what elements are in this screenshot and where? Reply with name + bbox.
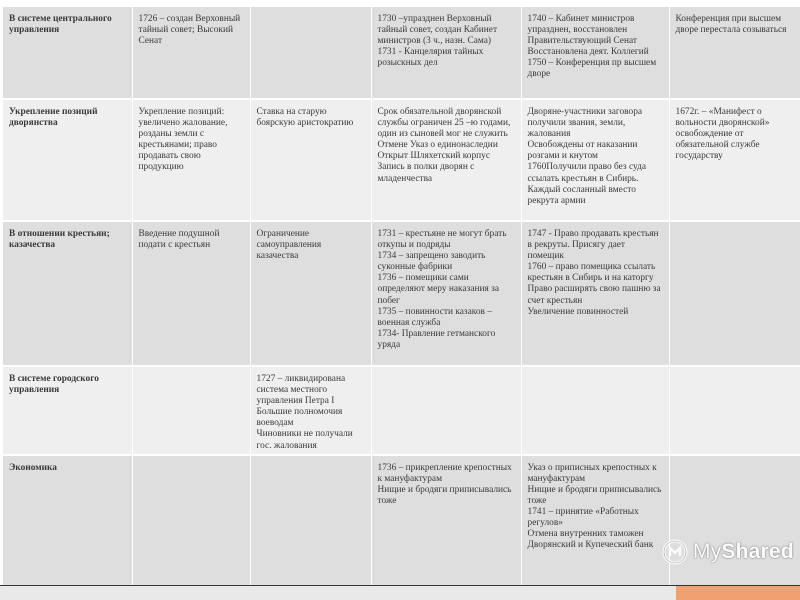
table-cell [371, 7, 521, 99]
table-row [3, 7, 800, 99]
cell-text: Ограничение самоуправления казачества [256, 229, 322, 262]
watermark [662, 537, 794, 567]
cell-text: Нищие и бродяги приписывались тоже [527, 484, 662, 506]
table-cell [132, 7, 250, 99]
row-heading: Укрепление позиций дворянства [3, 99, 132, 221]
cell-text: 1736 – помещики сами определяют меру наказания за побег [377, 273, 500, 306]
table-cell [521, 455, 669, 587]
table-cell [669, 99, 800, 221]
cell-text: Чиновники не получали гос. жалования [256, 429, 353, 451]
cell-text: 1741 – принятие «Работных регулов» [527, 507, 639, 529]
table-cell [669, 366, 800, 455]
cell-text: 1727 – ликвидирована система местного управления Петра I [256, 374, 346, 407]
table-row [3, 99, 800, 221]
row-heading: В отношении крестьян; казачества [3, 221, 132, 366]
cell-text: Запись в полки дворян с младенчества [377, 162, 475, 184]
cell-text: Отмена внутренних таможен [527, 529, 644, 540]
table-cell [132, 455, 250, 587]
table-row [3, 221, 800, 366]
cell-text: Увеличение повинностей [527, 306, 629, 317]
table-cell [521, 99, 669, 221]
cell-text: 1760 – право помещика ссылать крестьян в Сибирь и на каторгу [527, 262, 656, 284]
watermark-text: MyShared [693, 540, 794, 563]
table-cell [371, 221, 521, 366]
cell-text: Ставка на старую боярскую аристократию [256, 107, 354, 129]
cell-text: Нищие и бродяги приписывались тоже [377, 484, 512, 506]
table-cell [521, 7, 669, 99]
cell-text: 1736 – прикрепление крепостных к мануфактурам [377, 462, 512, 484]
cell-text: 1734- Правление гетманского уряда [377, 328, 496, 350]
table-cell [250, 99, 371, 221]
cell-text: 1750 – Конференция пр высшем дворе [527, 58, 657, 80]
table-cell [371, 99, 521, 221]
cell-text: Открыт Шляхетский корпус [377, 151, 491, 162]
cell-text: Большие полномочия воеводам [256, 407, 343, 429]
table-cell [371, 366, 521, 455]
cell-text: 1672г. – «Манифест о вольности дворянской» освобождение от обязательной службе государству [675, 107, 770, 162]
cell-text: 1731 - Канцелярия тайных розыскных дел [377, 47, 484, 69]
cell-text: 1731 – крестьяне не могут брать откупы и подряды [377, 229, 507, 251]
table-cell [250, 455, 371, 587]
table-row [3, 366, 800, 455]
table-cell [669, 221, 800, 366]
cell-text: 1734 – запрещено заводить суконные фабрики [377, 251, 486, 273]
row-heading: В системе центрального управления [3, 7, 132, 99]
table-body [3, 7, 800, 587]
footer-accent [676, 586, 800, 600]
history-table [3, 7, 800, 588]
cell-text: Дворянский и Купеческий банк [527, 540, 654, 551]
row-heading: В системе городского управления [3, 366, 132, 455]
table-cell [669, 7, 800, 99]
cell-text: Введение подушной подати с крестьян [138, 229, 220, 251]
cell-text: Дворяне-участники заговора получили звания, земли, жалования [527, 107, 643, 140]
table-cell [132, 99, 250, 221]
cell-text: 1726 – создан Верховный тайный совет; Высокий Сенат [138, 14, 241, 47]
cell-text: 1730 –упразднен Верховный тайный совет, создан Кабинет министров (3 ч., назн. Сама) [377, 14, 498, 47]
cell-text: Укрепление позиций: увеличено жалование, розданы земли с крестьянами; право продавать свою продукцию [138, 107, 228, 173]
cell-text: Отмене Указ о единонаследии [377, 140, 498, 151]
cell-text: 1740 – Кабинет министров упразднен, восстановлен Правительствующий Сенат Восстановлена деят. Коллегий [527, 14, 649, 58]
cell-text: 1735 – повинности казаков – военная служба [377, 306, 493, 328]
cell-text: Срок обязательной дворянской службы ограничен 25 –ю годами, один из сыновей мог не служить [377, 107, 511, 140]
cell-text: Конференция при высшем дворе перестала созываться [675, 14, 787, 36]
table-cell [132, 221, 250, 366]
table-cell [521, 221, 669, 366]
table-cell [132, 366, 250, 455]
cell-text: Указ о приписных крепостных к мануфактурам [527, 462, 657, 484]
myshared-logo-icon [662, 539, 688, 565]
table-cell [250, 366, 371, 455]
table-cell [371, 455, 521, 587]
cell-text: Освобождены от наказании розгами и кнутом [527, 140, 638, 162]
table-cell [250, 7, 371, 99]
cell-text: 1747 - Право продавать крестьян в рекруты. Присягу дает помещик [527, 229, 659, 262]
row-heading: Экономика [3, 455, 132, 587]
table-cell [250, 221, 371, 366]
cell-text: 1760Получили право без суда ссылать крестьян в Сибирь. Каждый сосланный вместо рекрута армии [527, 162, 647, 206]
table-cell [521, 366, 669, 455]
cell-text: Право расширять свою пашню за счет крестьян [527, 284, 661, 306]
